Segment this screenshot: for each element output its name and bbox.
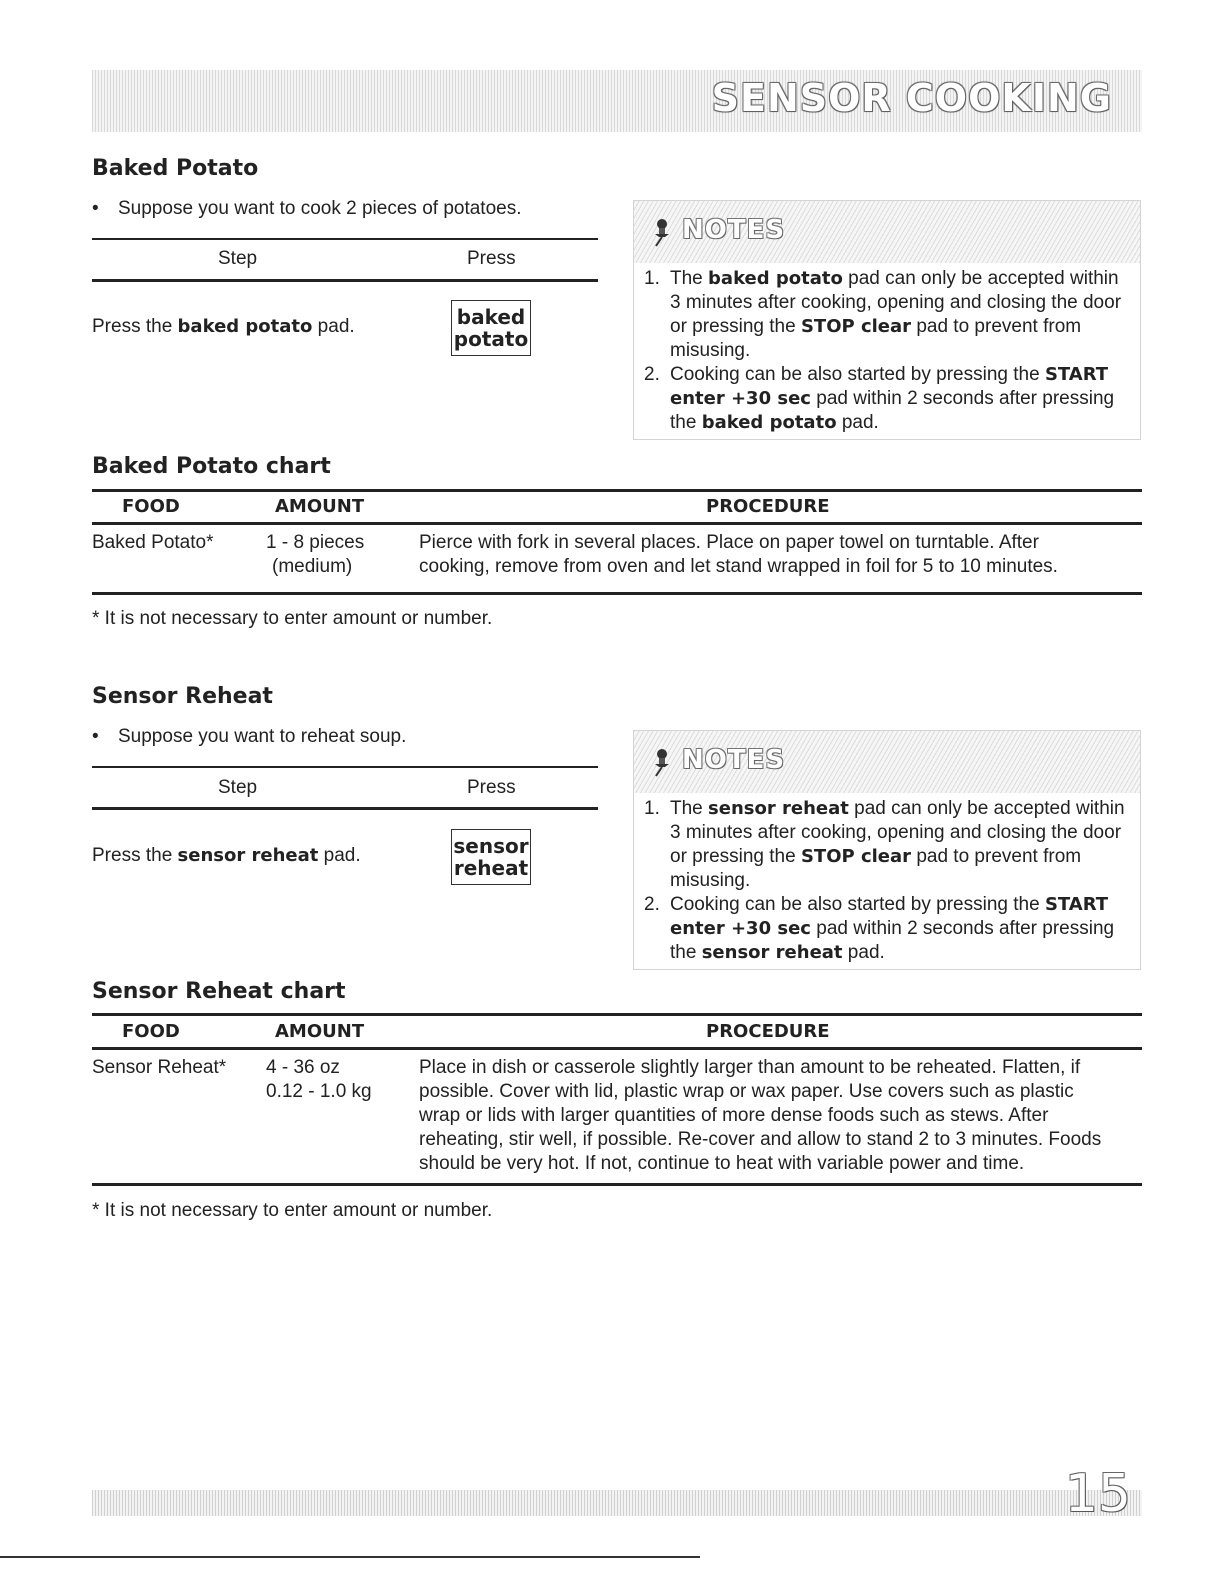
procedure-cell-line: cooking, remove from oven and let stand wrapped in foil for 5 to 10 minutes. bbox=[419, 556, 1058, 577]
procedure-cell-line: Place in dish or casserole slightly larger than amount to be reheated. Flatten, if bbox=[419, 1057, 1081, 1078]
baked-potato-pad-button[interactable] bbox=[451, 300, 531, 356]
pad-label-line2: potato bbox=[453, 327, 529, 351]
step-table-header-rule bbox=[92, 279, 598, 282]
pad-label-line1: baked bbox=[456, 305, 526, 329]
step-col-header: Step bbox=[218, 777, 258, 798]
sensor-reheat-notes bbox=[633, 730, 1141, 970]
baked-potato-notes bbox=[633, 200, 1141, 440]
sensor-reheat-footnote: * It is not necessary to enter amount or number. bbox=[92, 1200, 493, 1221]
amount-col-header: AMOUNT bbox=[275, 1021, 365, 1042]
sensor-reheat-bullet: • Suppose you want to reheat soup. bbox=[92, 726, 407, 747]
procedure-cell-line: wrap or lids with larger quantities of more dense foods such as stews. After bbox=[419, 1105, 1049, 1126]
note-item: 1. The sensor reheat pad can only be accepted within 3 minutes after cooking, opening and closing the door or pressing the STOP clear pad to prevent from misusing. bbox=[644, 798, 1125, 891]
press-col-header: Press bbox=[467, 248, 516, 269]
chart-top-rule bbox=[92, 1013, 1142, 1016]
pad-label-line1: sensor bbox=[453, 834, 529, 858]
step-col-header: Step bbox=[218, 248, 258, 269]
food-col-header: FOOD bbox=[122, 1021, 180, 1042]
notes-list bbox=[634, 793, 1140, 969]
baked-potato-title: Baked Potato bbox=[92, 156, 259, 181]
amount-col-header: AMOUNT bbox=[275, 496, 365, 517]
chart-bottom-rule bbox=[92, 1183, 1142, 1186]
chart-top-rule bbox=[92, 489, 1142, 492]
amount-cell-line1: 4 - 36 oz bbox=[266, 1057, 340, 1078]
pad-label-line2: reheat bbox=[453, 856, 529, 880]
step-table-header-rule bbox=[92, 807, 598, 810]
procedure-col-header: PROCEDURE bbox=[706, 1021, 830, 1042]
pushpin-icon bbox=[650, 217, 672, 247]
pushpin-icon bbox=[650, 747, 672, 777]
notes-header bbox=[634, 731, 1140, 793]
baked-potato-bullet: • Suppose you want to cook 2 pieces of potatoes. bbox=[92, 198, 522, 219]
baked-potato-chart-title: Baked Potato chart bbox=[92, 454, 331, 479]
chart-header-rule bbox=[92, 522, 1142, 525]
step-table-top-rule bbox=[92, 766, 598, 768]
food-col-header: FOOD bbox=[122, 496, 180, 517]
notes-list bbox=[634, 263, 1140, 439]
note-item: 2. Cooking can be also started by pressing the START enter +30 sec pad within 2 seconds after pressing the baked potato pad. bbox=[644, 364, 1115, 433]
page-title: SENSOR COOKING bbox=[711, 76, 1112, 120]
sensor-reheat-pad-button[interactable] bbox=[451, 829, 531, 885]
notes-label: NOTES bbox=[682, 745, 786, 775]
sensor-reheat-step: Press the sensor reheat pad. bbox=[92, 845, 361, 866]
procedure-cell-line: possible. Cover with lid, plastic wrap or wax paper. Use covers such as plastic bbox=[419, 1081, 1074, 1102]
baked-potato-footnote: * It is not necessary to enter amount or number. bbox=[92, 608, 493, 629]
chart-header-rule bbox=[92, 1047, 1142, 1050]
notes-header bbox=[634, 201, 1140, 263]
amount-cell-line1: 1 - 8 pieces bbox=[266, 532, 365, 553]
step-table-top-rule bbox=[92, 238, 598, 240]
sensor-reheat-chart-title: Sensor Reheat chart bbox=[92, 979, 346, 1004]
press-col-header: Press bbox=[467, 777, 516, 798]
note-item: 2. Cooking can be also started by pressing the START enter +30 sec pad within 2 seconds after pressing the sensor reheat pad. bbox=[644, 894, 1115, 963]
procedure-col-header: PROCEDURE bbox=[706, 496, 830, 517]
sensor-reheat-title: Sensor Reheat bbox=[92, 684, 273, 709]
bullet-dot-icon: • bbox=[92, 198, 99, 219]
food-cell: Baked Potato* bbox=[92, 532, 214, 553]
bullet-dot-icon: • bbox=[92, 726, 99, 747]
baked-potato-step: Press the baked potato pad. bbox=[92, 316, 355, 337]
footer-bar bbox=[92, 1490, 1142, 1516]
note-item: 1. The baked potato pad can only be accepted within 3 minutes after cooking, opening and closing the door or pressing the STOP clear pad to prevent from misusing. bbox=[644, 268, 1122, 361]
amount-cell-line2: 0.12 - 1.0 kg bbox=[266, 1081, 372, 1102]
notes-label: NOTES bbox=[682, 215, 786, 245]
food-cell: Sensor Reheat* bbox=[92, 1057, 227, 1078]
page-number: 15 bbox=[1064, 1464, 1131, 1524]
page-edge-line bbox=[0, 1556, 700, 1558]
procedure-cell-line: should be very hot. If not, continue to heat with variable power and time. bbox=[419, 1153, 1025, 1174]
header-banner bbox=[92, 70, 1142, 132]
amount-cell-line2: (medium) bbox=[272, 556, 353, 577]
procedure-cell-line: Pierce with fork in several places. Place on paper towel on turntable. After bbox=[419, 532, 1039, 553]
procedure-cell-line: reheating, stir well, if possible. Re-cover and allow to stand 2 to 3 minutes. Foods bbox=[419, 1129, 1102, 1150]
chart-bottom-rule bbox=[92, 592, 1142, 595]
